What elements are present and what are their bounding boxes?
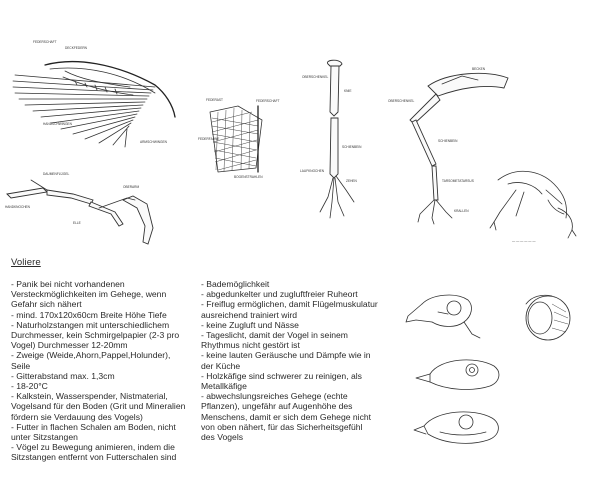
list-item: Sitzstangen entfernt von Futterschalen sind <box>11 452 177 463</box>
list-item: des Vogels <box>201 432 244 443</box>
list-item: - Tageslicht, damit der Vogel in seinem <box>201 330 348 341</box>
list-item: - Zweige (Weide,Ahorn,Pappel,Holunder), <box>11 350 171 361</box>
feather-label-strahl: BOGENSTRAHLEN <box>234 175 263 179</box>
wing-label-hand: HANDSCHWINGEN <box>43 122 72 126</box>
leg-label-zehen: ZEHEN <box>346 179 357 183</box>
leg2-label-schien: SCHIENBEIN <box>438 139 458 143</box>
list-item: Pflanzen), ungefähr auf Augenhöhe des <box>201 401 353 412</box>
leg2-label-krallen: KRALLEN <box>454 209 469 213</box>
leg-label-ober: OBERSCHENKEL <box>302 75 329 79</box>
feather-label-ast: FEDERAST <box>206 98 224 102</box>
list-item: - Panik bei nicht vorhandenen <box>11 279 125 289</box>
wing-label-arm: ARMSCHWINGEN <box>140 140 167 144</box>
list-item: - Holzkäfige sind schwerer zu reinigen, als <box>201 370 362 381</box>
skull-sketch-3 <box>410 402 510 448</box>
care-list-left <box>11 279 203 463</box>
list-item: der Küche <box>201 360 241 371</box>
list-item: - abgedunkelter und zugluftfreier Ruheort <box>201 289 358 300</box>
skull-sketch-1 <box>402 282 494 344</box>
bird-skeleton-sketch <box>488 160 586 250</box>
list-item: - keine Zugluft und Nässe <box>201 319 299 330</box>
care-list-right <box>201 279 401 442</box>
list-item: - 18-20°C <box>11 381 48 392</box>
wingbone-label-daumen: DAUMENFLÜGEL <box>43 172 70 176</box>
list-item: Vogel) Durchmesser 12-20mm <box>11 340 128 351</box>
list-item: - Freiflug ermöglichen, damit Flügelmuskulatur <box>201 299 378 310</box>
section-heading: Voliere <box>11 257 41 268</box>
list-item: - keine lauten Geräusche und Dämpfe wie in <box>201 350 371 361</box>
list-item: - Gitterabstand max. 1,3cm <box>11 370 115 381</box>
skeleton-caption-1: — — — — — — <box>512 239 536 243</box>
list-item: - mind. 170x120x60cm Breite Höhe Tiefe <box>11 309 167 320</box>
feather-label-schaft: FEDERSCHAFT <box>256 99 280 103</box>
leg-label-schien: SCHIENBEIN <box>342 145 362 149</box>
wing-skeleton-sketch <box>3 168 168 248</box>
list-item: Durchmesser, kein Schmirgelpapier (2-3 pro <box>11 330 180 341</box>
list-item: - Futter in flachen Schalen am Boden, nicht <box>11 421 176 432</box>
list-item: Versteckmöglichkeiten im Gehege, wenn <box>11 289 167 300</box>
leg2-label-tarso: TARSOMETATARSUS <box>442 179 474 183</box>
wing-label-top: FEDERSCHAFT <box>33 40 57 44</box>
leg-label-lauf: LAUFKNOCHEN <box>300 169 325 173</box>
leg2-label-becken: BECKEN <box>472 67 486 71</box>
leg2-label-ober: OBERSCHENKEL <box>388 99 415 103</box>
list-item: Menschens, damit er sich dem Gehege nicht <box>201 411 372 422</box>
list-item: - abwechslungsreiches Gehege (echte <box>201 391 348 402</box>
leg-skeleton-sketch <box>298 52 374 224</box>
list-item: - Bademöglichkeit <box>201 279 270 289</box>
list-item: Metallkäfige <box>201 381 247 392</box>
list-item: fördern sie Verdauung des Vogels) <box>11 411 143 422</box>
list-item: - Kalkstein, Wasserspender, Nistmaterial, <box>11 391 168 402</box>
wing-feathers-sketch <box>5 35 180 155</box>
list-item: Seile <box>11 360 31 371</box>
wingbone-label-hand: HANDKNOCHEN <box>5 205 30 209</box>
wingbone-label-oberarm: OBERARM <box>123 185 140 189</box>
list-item: von oben nähert, für das Sicherheitsgefühl <box>201 421 363 432</box>
list-item: ausreichend trainiert wird <box>201 309 298 320</box>
skull-sketch-2 <box>410 352 510 394</box>
wingbone-label-elle: ELLE <box>73 221 81 225</box>
list-item: Vogelsand für den Boden (Grit und Mineralien <box>11 401 186 412</box>
list-item: - Vögel zu Bewegung animieren, indem die <box>11 442 175 453</box>
list-item: - Naturholzstangen mit unterschiedlichem <box>11 319 170 330</box>
feather-label-fahne: FEDERFAHNE <box>198 137 220 141</box>
leg-label-knie: KNIE <box>344 89 352 93</box>
eye-cross-section-sketch <box>512 284 584 350</box>
list-item: unter Sitzstangen <box>11 432 78 443</box>
list-item: Gefahr sich nähert <box>11 299 82 310</box>
feather-structure-sketch <box>198 98 280 180</box>
list-item: Rhythmus nicht gestört ist <box>201 340 300 351</box>
wing-label-deck: DECKFEDERN <box>65 46 87 50</box>
